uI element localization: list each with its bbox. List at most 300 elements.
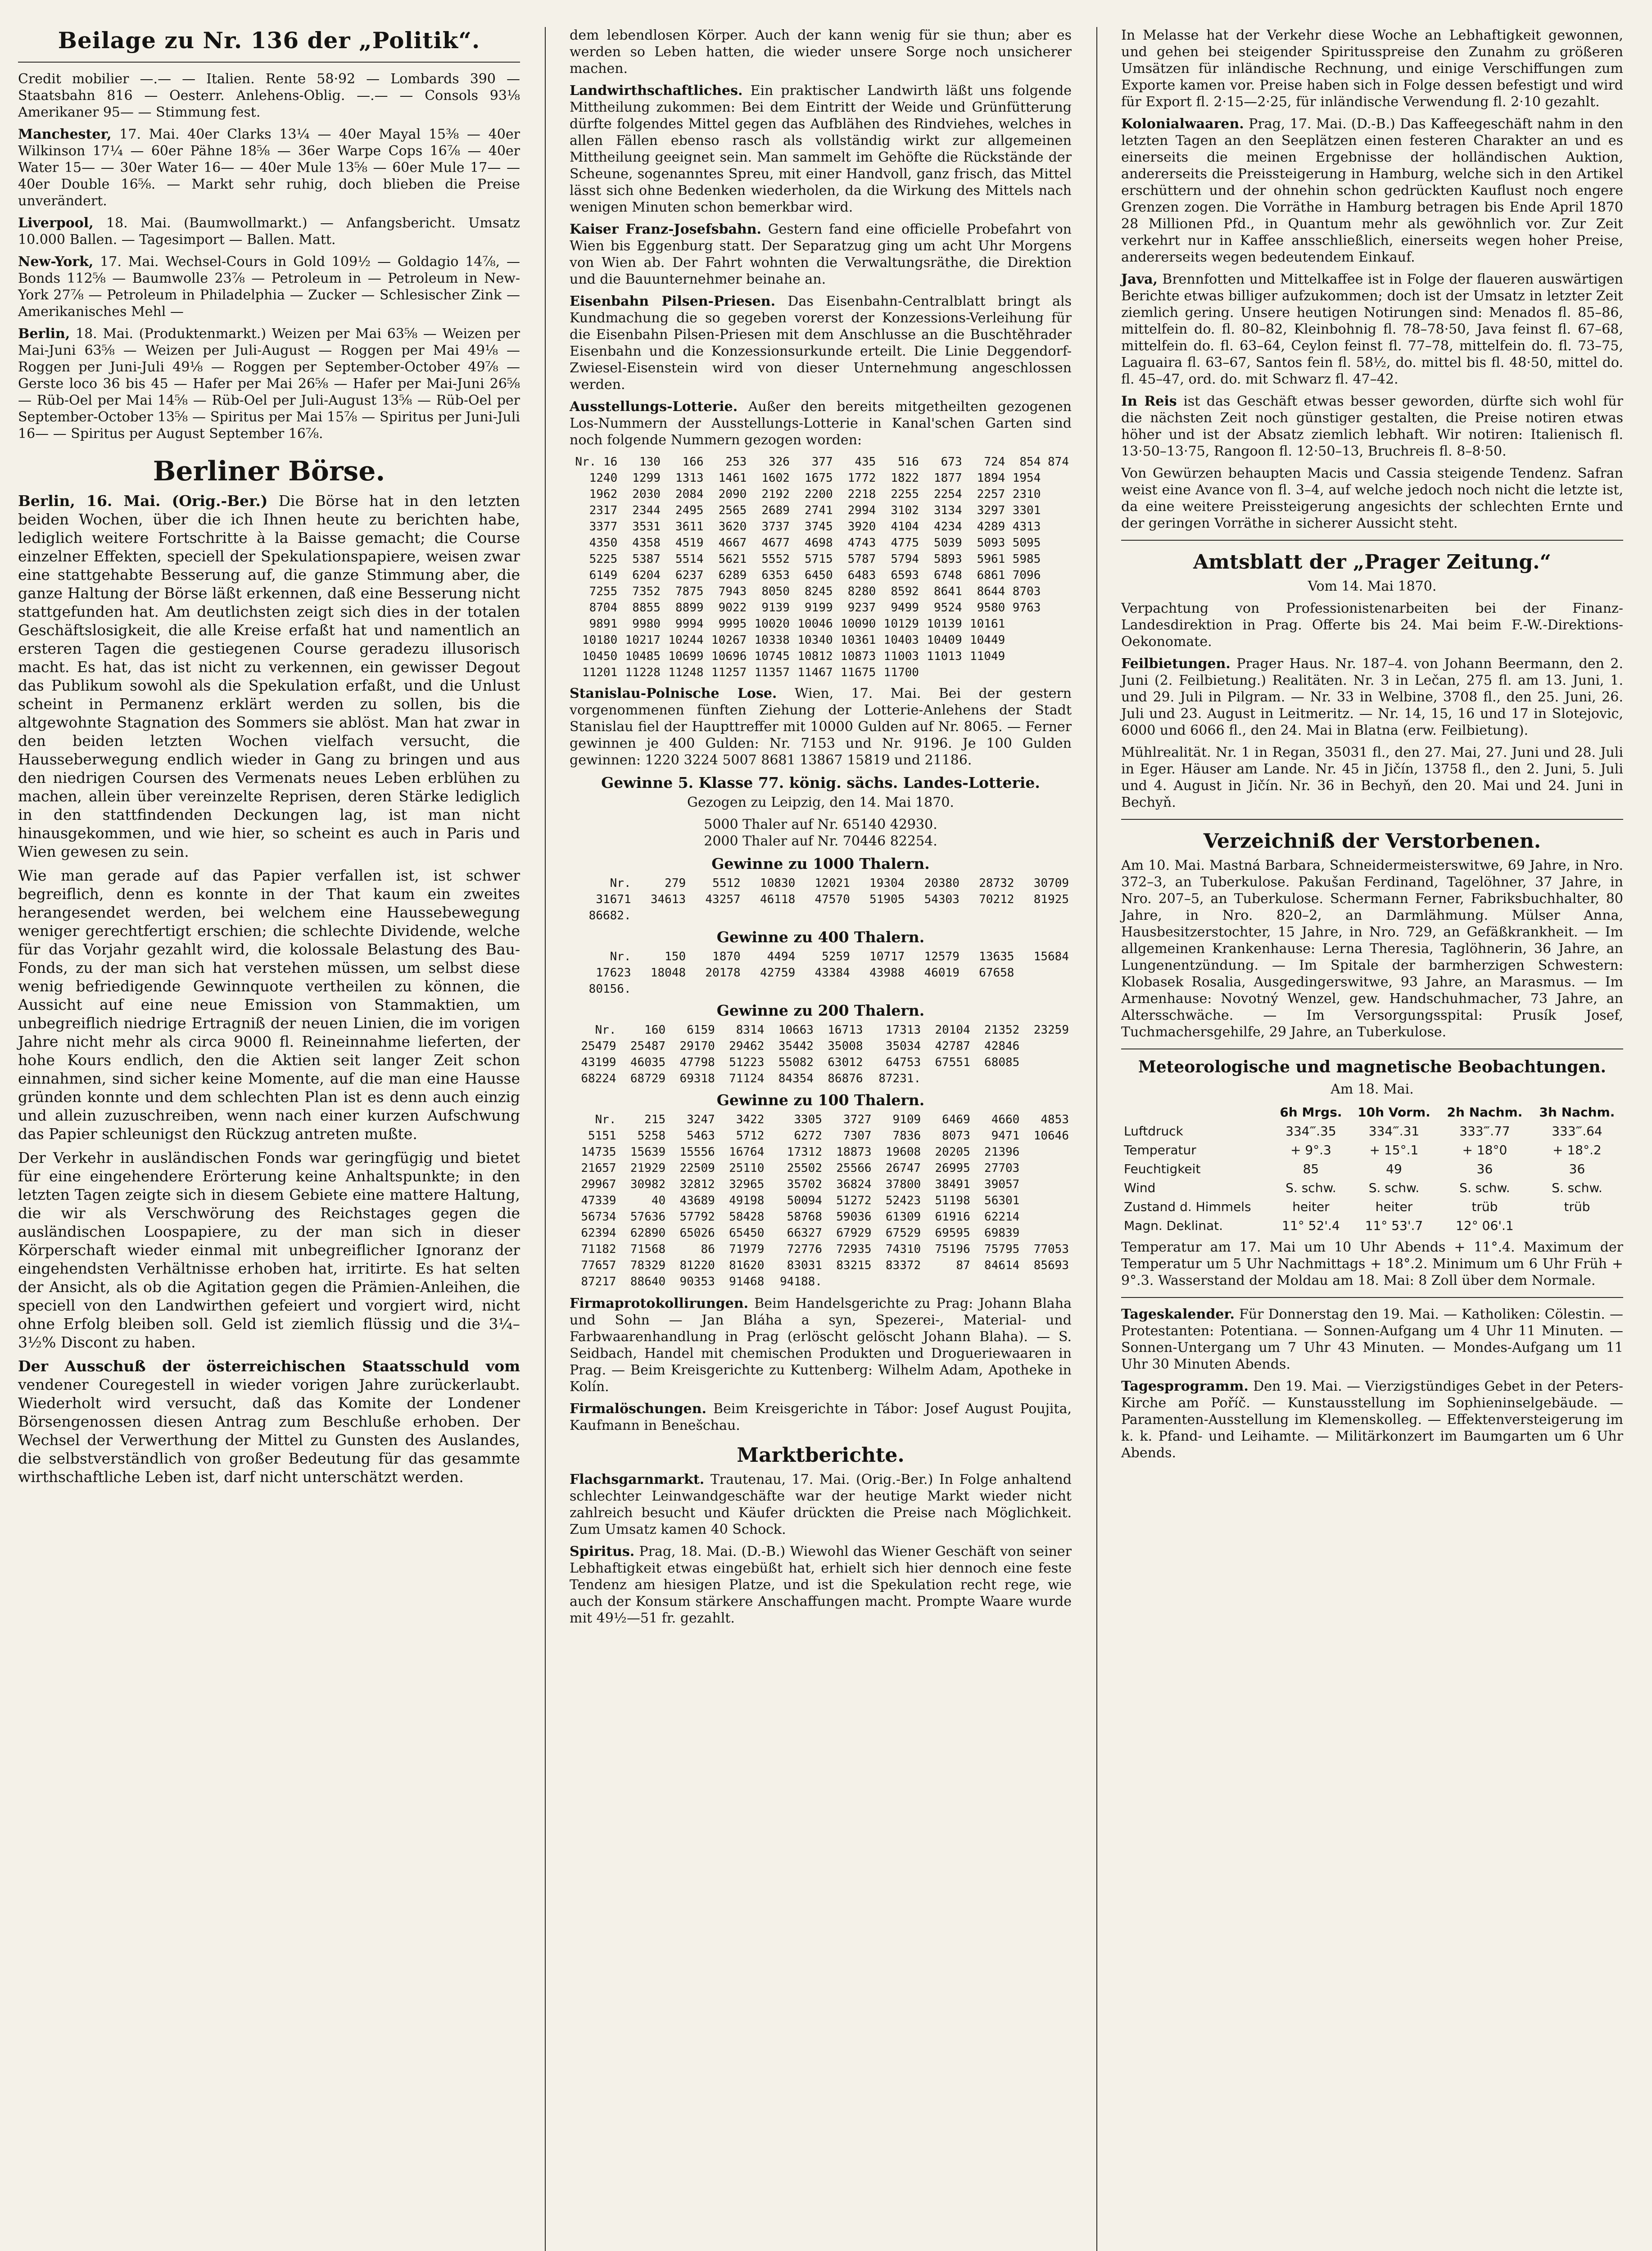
number-cell: 3920 <box>847 520 876 533</box>
weather-value: 36 <box>1569 1162 1585 1176</box>
number-cell: 46118 <box>760 893 796 906</box>
number-cell: 20104 <box>935 1023 970 1037</box>
number-cell: 6237 <box>675 569 704 582</box>
paragraph: In Melasse hat der Verkehr diese Woche an Lebhaftigkeit gewonnen, und gehen bei steigender Spiritusspreise den Zunahm zu größeren Umsätzen für inländische Rechnung, und einige Verschiffungen zum Exporte kamen vor. Preise haben sich in Folge dessen befestigt und wird für Export fl. 2·15—2·25, für inländische Verwendung fl. 2·10 gezahlt. <box>1121 27 1623 110</box>
weather-note: Temperatur am 17. Mai um 10 Uhr Abends + 11°.4. Maximum der Temperatur um 5 Uhr Nachmittags + 18°.2. Minimum um 6 Uhr Früh + 9°.3. Wasserstand der Moldau am 18. Mai: 8 Zoll über dem Normale. <box>1121 1239 1623 1288</box>
number-cell: 2255 <box>891 488 919 501</box>
number-cell: 58428 <box>729 1210 765 1224</box>
number-row <box>570 567 1072 583</box>
number-cell: 1822 <box>891 471 919 485</box>
prize-table <box>570 1022 1072 1087</box>
weather-row <box>1121 1216 1623 1235</box>
number-cell: 6593 <box>891 569 919 582</box>
article-title: In Reis <box>1121 393 1177 409</box>
number-cell: 6204 <box>632 569 661 582</box>
number-cell: 43384 <box>815 966 850 980</box>
paragraph: Beim Kreisgerichte in Tábor: Josef August Poujita, Kaufmann in Benešchau. <box>570 1401 1072 1433</box>
number-cell: 9891 <box>589 617 618 631</box>
market-report <box>18 126 520 209</box>
number-cell: 86682. <box>588 909 631 922</box>
number-cell: 11467 <box>797 666 833 679</box>
number-cell: 71979 <box>729 1243 765 1256</box>
number-cell: 9763 <box>1012 601 1041 615</box>
number-row <box>570 632 1072 648</box>
market-report-title: Marktberichte. <box>737 1444 905 1467</box>
number-cell: 87 <box>956 1259 970 1272</box>
number-cell: 43257 <box>705 893 741 906</box>
number-cell: 32965 <box>729 1178 765 1191</box>
lottery-article <box>570 398 1072 448</box>
number-cell: 6483 <box>847 569 876 582</box>
number-cell: Nr. <box>610 950 631 963</box>
number-cell: 130 <box>639 455 661 469</box>
bourse-title: Berliner Börse. <box>153 456 385 487</box>
number-cell: 16764 <box>729 1145 765 1159</box>
dateline: Berlin, 16. Mai. (Orig.-Ber.) <box>18 492 268 510</box>
number-cell: 25566 <box>836 1162 872 1175</box>
prize-table <box>570 875 1072 924</box>
number-cell: 11675 <box>841 666 876 679</box>
number-cell: 10046 <box>797 617 833 631</box>
number-cell: 10361 <box>841 633 876 647</box>
number-cell: 68224 <box>581 1072 616 1085</box>
number-cell: 38491 <box>935 1178 970 1191</box>
number-cell: 10830 <box>760 877 796 890</box>
number-cell: 19608 <box>885 1145 921 1159</box>
number-cell: 34613 <box>650 893 686 906</box>
gazette-title: Amtsblatt der „Prager Zeitung.“ <box>1193 551 1551 574</box>
column-rule <box>1096 27 1097 2251</box>
number-cell: 5893 <box>934 552 962 566</box>
number-row <box>570 664 1072 681</box>
number-cell: 6450 <box>804 569 833 582</box>
number-cell: 69595 <box>935 1226 970 1240</box>
number-cell: 8314 <box>736 1023 765 1037</box>
prize-group-title: Gewinne zu 100 Thalern. <box>716 1091 925 1109</box>
number-row <box>570 502 1072 519</box>
number-cell: 57792 <box>679 1210 715 1224</box>
number-row <box>570 1128 1072 1144</box>
number-row <box>570 648 1072 664</box>
number-cell: 874 <box>1048 455 1069 469</box>
number-cell: 5093 <box>977 536 1005 550</box>
number-cell: 58768 <box>787 1210 822 1224</box>
number-cell: 83372 <box>885 1259 921 1272</box>
number-cell: 17312 <box>787 1145 822 1159</box>
court-article <box>570 1295 1072 1395</box>
number-cell: 71182 <box>581 1243 616 1256</box>
number-cell: 3102 <box>891 504 919 517</box>
weather-row-label: Feuchtigkeit <box>1124 1162 1201 1176</box>
weather-row-label: Zustand d. Himmels <box>1124 1199 1251 1214</box>
divider <box>1121 819 1623 820</box>
saxon-lottery-date: Gezogen zu Leipzig, den 14. Mai 1870. <box>687 795 954 810</box>
newspaper-page <box>18 27 1634 2251</box>
market-report <box>18 71 520 121</box>
column-3 <box>1121 27 1623 1467</box>
weather-value: S. schw. <box>1459 1180 1510 1195</box>
number-cell: 10696 <box>711 650 747 663</box>
number-cell: 160 <box>644 1023 666 1037</box>
weather-column-header: 6h Mrgs. <box>1280 1105 1342 1120</box>
number-cell: 56734 <box>581 1210 616 1224</box>
rail-article <box>570 221 1072 288</box>
number-cell: 7836 <box>892 1129 921 1143</box>
number-cell: 17313 <box>885 1023 921 1037</box>
paragraph: Den 19. Mai. — Vierzigstündiges Gebet in der Peters-Kirche am Poříč. — Kunstausstellung im Sophieninselgebäude. — Paramenten-Ausstellung im Klemenskolleg. — Effektenversteigerung im k. k. Pfand- und Leihamte. — Militärkonzert im Baumgarten um 6 Uhr Abends. <box>1121 1379 1623 1461</box>
market-report <box>18 215 520 248</box>
number-cell: 10450 <box>582 650 618 663</box>
number-cell: 4358 <box>632 536 661 550</box>
column-2 <box>570 27 1072 1632</box>
number-cell: 11357 <box>754 666 790 679</box>
number-cell: 2310 <box>1012 488 1041 501</box>
number-cell: 1602 <box>761 471 790 485</box>
paragraph: Prag, 17. Mai. (D.-B.) Das Kaffeegeschäft nahm in den letzten Tagen an den Seeplätzen einen festeren Charakter an und es einerseits die meinen Ergebnisse der holländischen Auktion, andererseits die Preissteigerung in Hamburg, welche sich in den Artikel erschüttern und der ohnehin schon gedrückten Kauflust noch engere Grenzen zogen. Die Vorräthe in Hamburg betragen bis Ende April 1870 28 Millionen Pfd., in Quantum mehr als gewöhnlich vor. Zur Zeit verkehrt nur in Kaffee ansschließlich, einerseits wegen hoher Preise, andererseits wegen bedeutendem Einkauf. <box>1121 116 1623 265</box>
number-cell: 6861 <box>977 569 1005 582</box>
number-cell: 11228 <box>625 666 661 679</box>
number-cell: 64753 <box>885 1056 921 1069</box>
paragraph: Mühlrealität. Nr. 1 in Regan, 35031 fl., den 27. Mai, 27. Juni und 28. Juli in Eger. Häuser am Lande. Nr. 45 in Jičín, 13758 fl., den 2. Juni, 5. Juli und 4. August in Jičín. Nr. 36 in Bechyň, den 20. Mai und 24. Juni in Bechyň. <box>1121 745 1623 810</box>
number-cell: 31671 <box>596 893 631 906</box>
number-cell: 81620 <box>729 1259 765 1272</box>
number-cell: 279 <box>665 877 686 890</box>
number-row <box>570 1209 1072 1225</box>
number-cell: 10663 <box>778 1023 814 1037</box>
number-cell: 21657 <box>581 1162 616 1175</box>
number-cell: 15556 <box>679 1145 715 1159</box>
number-cell: 5463 <box>687 1129 715 1143</box>
number-row <box>570 583 1072 600</box>
number-cell: 13635 <box>979 950 1014 963</box>
article-title: Firmaprotokollirungen. <box>570 1296 749 1311</box>
number-cell: 43199 <box>581 1056 616 1069</box>
paragraph: vendener Couregestell in wieder vorigen Jahre zurückerlaubt. Wiederholt wird versucht, daß das Komite der Londener Börsengenossen diesen Antrag zum Beschluße erhoben. Der Wechsel der Verwerthung der Mittel zu Gunsten des Auslandes, die selbstverständlich von großer Bedeutung für das gesammte wirthschaftliche Leben ist, darf nicht unterschätzt werden. <box>18 1376 520 1486</box>
number-cell: 75795 <box>984 1243 1020 1256</box>
number-cell: 67529 <box>885 1226 921 1240</box>
number-cell: 10217 <box>625 633 661 647</box>
weather-value: 334‴.35 <box>1285 1124 1336 1139</box>
lottery-table <box>570 454 1072 681</box>
market-text: 18. Mai. (Produktenmarkt.) Weizen per Mai 63⅝ — Weizen per Mai-Juni 63⅝ — Weizen per Juli-August — Roggen per Mai 49⅛ — Roggen per Juni-Juli 49⅛ — Roggen per September-October 49⅞ — Gerste loco 36 bis 45 — Hafer per Mai 26⅝ — Hafer per Mai-Juni 26⅝ — Rüb-Oel per Mai 14⅝ — Rüb-Oel per Juli-August 13⅝ — Rüb-Oel per September-October 13⅝ — Spiritus per Mai 15⅞ — Spiritus per Juni-Juli 16— — Spiritus per August September 16⅞. <box>18 326 520 442</box>
number-cell: 32812 <box>679 1178 715 1191</box>
paragraph: Prager Haus. Nr. 187–4. von Johann Beermann, den 2. Juni (2. Feilbietung.) Realitäten. Nr. 3 in Lečan, 275 fl. am 13. Juni, 1. und 29. Juli in Pilgram. — Nr. 33 in Welbine, 3708 fl., den 25. Juni, 26. Juli und 23. August in Leitmeritz. — Nr. 14, 15, 16 und 17 in Slotejovic, 6000 und 6066 fl., den 24. Mai in Blatna (erw. Feilbietung). <box>1121 656 1623 738</box>
number-cell: Nr. <box>610 877 631 890</box>
number-cell: 35702 <box>787 1178 822 1191</box>
number-cell: 2317 <box>589 504 618 517</box>
number-cell: 65450 <box>729 1226 765 1240</box>
number-cell: 74310 <box>885 1243 921 1256</box>
number-cell: 12021 <box>815 877 850 890</box>
paragraph: Der Verkehr in ausländischen Fonds war geringfügig und bietet für eine eingehendere Erörterung keine Anhaltspunkte; in den letzten Tagen zeigte sich in diesem Gebiete eine mattere Haltung, die wir als Verschwörung des Reichstages gegen die ausländischen Loospapiere, zu der man sich in dieser Körperschaft wieder einmal mit unbegreiflicher Ignoranz der eingehendsten Verhältnisse erhoben hat, irritirte. Es hat selten der Ansicht, als ob die Agitation gegen die Prämien-Anleihen, die speciell von den Landwirthen gefeiert und vorgiert wird, nicht ohne Erfolg bleiben soll. Geld ist ziemlich flüssig und die 3¼–3½% Discont zu haben. <box>18 1149 520 1351</box>
market-text: 17. Mai. Wechsel-Cours in Gold 109½ — Goldagio 14⅞, — Bonds 112⅝ — Baumwolle 23⅞ — Petroleum in — Petroleum in New-York 27⅞ — Petroleum in Philadelphia — Zucker — Schlesischer Zink — Amerikanisches Mehl — <box>18 254 520 320</box>
number-cell: 3247 <box>687 1113 715 1126</box>
weather-value: 49 <box>1386 1162 1402 1176</box>
number-cell: 4660 <box>991 1113 1020 1126</box>
number-cell: 83031 <box>787 1259 822 1272</box>
number-cell: 4743 <box>847 536 876 550</box>
number-cell: 25502 <box>787 1162 822 1175</box>
number-cell: 5259 <box>822 950 850 963</box>
number-cell: 10340 <box>797 633 833 647</box>
market-text: 18. Mai. (Baumwollmarkt.) — Anfangsbericht. Umsatz 10.000 Ballen. — Tagesimport — Ballen. Matt. <box>18 215 520 248</box>
weather-row <box>1121 1179 1623 1198</box>
number-cell: 1772 <box>847 471 876 485</box>
weather-value: 333‴.64 <box>1552 1124 1602 1139</box>
number-cell: 2495 <box>675 504 704 517</box>
number-cell: 3727 <box>843 1113 872 1126</box>
number-cell: 150 <box>665 950 686 963</box>
number-cell: 68085 <box>984 1056 1020 1069</box>
number-cell: 516 <box>897 455 919 469</box>
number-cell: 1461 <box>718 471 747 485</box>
number-cell: 35034 <box>885 1040 921 1053</box>
number-cell: 673 <box>941 455 962 469</box>
weather-column-header <box>1121 1103 1272 1122</box>
weather-row-label: Wind <box>1124 1180 1156 1195</box>
number-cell: 29967 <box>581 1178 616 1191</box>
number-cell: 1240 <box>589 471 618 485</box>
article-title: Kaiser Franz-Josefsbahn. <box>570 221 762 237</box>
number-cell: 8644 <box>977 585 1005 598</box>
number-cell: 66327 <box>787 1226 822 1240</box>
number-cell: 26747 <box>885 1162 921 1175</box>
number-cell: 46019 <box>924 966 960 980</box>
auction-article <box>1121 655 1623 739</box>
flax-article <box>570 1471 1072 1538</box>
number-cell: 27703 <box>984 1162 1020 1175</box>
number-cell: 435 <box>855 455 876 469</box>
number-cell: 72776 <box>787 1243 822 1256</box>
number-cell: 6353 <box>761 569 790 582</box>
number-cell: 77657 <box>581 1259 616 1272</box>
number-row <box>570 1274 1072 1290</box>
number-cell: 10646 <box>1033 1129 1069 1143</box>
number-cell: 81925 <box>1033 893 1069 906</box>
weather-title: Meteorologische und magnetische Beobachtungen. <box>1138 1058 1607 1076</box>
number-cell: 5715 <box>804 552 833 566</box>
number-cell: 7255 <box>589 585 618 598</box>
number-cell: 10139 <box>927 617 962 631</box>
number-cell: 7096 <box>1012 569 1041 582</box>
number-cell: 68729 <box>630 1072 666 1085</box>
number-row <box>570 1160 1072 1176</box>
number-cell: 7352 <box>632 585 661 598</box>
number-cell: 1313 <box>675 471 704 485</box>
number-cell: 62394 <box>581 1226 616 1240</box>
number-cell: 61309 <box>885 1210 921 1224</box>
number-cell: 57636 <box>630 1210 666 1224</box>
number-cell: 4494 <box>767 950 796 963</box>
number-cell: 5985 <box>1012 552 1041 566</box>
article-title: Spiritus. <box>570 1544 635 1559</box>
number-cell: 5039 <box>934 536 962 550</box>
number-cell: 28732 <box>979 877 1014 890</box>
firm-article <box>570 1401 1072 1434</box>
paragraph: ist das Geschäft etwas besser geworden, dürfte sich wohl für die nächsten Zeit noch günstiger gestalten, die Preise notiren etwas höher und ist der Absatz ziemlich lebhaft. Wir notiren: Italienisch fl. 13·50–13·75, Rangoon fl. 12·50–13, Bruchreis fl. 8–8·50. <box>1121 393 1623 459</box>
weather-value <box>1531 1216 1623 1235</box>
number-cell: 4853 <box>1041 1113 1069 1126</box>
number-cell: 16713 <box>828 1023 863 1037</box>
weather-row <box>1121 1141 1623 1160</box>
paragraph: Außer den bereits mitgetheilten gezogenen Los-Nummern der Ausstellungs-Lotterie in Kanal'schen Garten sind noch folgende Nummern gezogen worden: <box>570 399 1072 448</box>
number-cell: 25479 <box>581 1040 616 1053</box>
divider <box>1121 540 1623 541</box>
weather-value: heiter <box>1292 1199 1330 1214</box>
prize-group-title: Gewinne zu 1000 Thalern. <box>711 855 930 872</box>
number-cell: 4698 <box>804 536 833 550</box>
market-report <box>18 325 520 442</box>
number-cell: 2192 <box>761 488 790 501</box>
number-cell: 3620 <box>718 520 747 533</box>
number-row <box>570 454 1072 470</box>
number-cell: 40 <box>651 1194 666 1207</box>
number-row <box>570 1241 1072 1257</box>
number-cell: 5621 <box>718 552 747 566</box>
number-cell: 10449 <box>970 633 1005 647</box>
number-cell: 84614 <box>984 1259 1020 1272</box>
number-cell: 4313 <box>1012 520 1041 533</box>
weather-value: trüb <box>1564 1199 1590 1214</box>
number-cell: 81220 <box>679 1259 715 1272</box>
number-cell: 9980 <box>632 617 661 631</box>
deaths-title: Verzeichniß der Verstorbenen. <box>1203 830 1541 853</box>
number-row <box>570 1038 1072 1054</box>
number-row <box>570 908 1072 924</box>
number-cell: 10812 <box>797 650 833 663</box>
pilsen-article <box>570 293 1072 393</box>
article-title: Java, <box>1121 271 1158 287</box>
number-cell: 8245 <box>804 585 833 598</box>
market-title: New-York, <box>18 254 94 270</box>
number-cell: 51272 <box>836 1194 872 1207</box>
number-cell: 25487 <box>630 1040 666 1053</box>
number-cell: 8641 <box>934 585 962 598</box>
colonial-article <box>1121 116 1623 266</box>
number-row <box>570 535 1072 551</box>
number-cell: 2254 <box>934 488 962 501</box>
number-cell: 2994 <box>847 504 876 517</box>
number-cell: 3134 <box>934 504 962 517</box>
number-cell: 87231. <box>878 1072 921 1085</box>
weather-value: 11° 52'.4 <box>1282 1218 1340 1233</box>
paragraph: Beim Handelsgerichte zu Prag: Johann Blaha und Sohn — Jan Bláha a syn, Spezerei-, Material- und Farbwaarenhandlung in Prag (erlöscht gelöscht Johann Blaha). — S. Seidbach, Handel mit chemischen Produkten und Drogueriewaaren in Prag. — Beim Kreisgerichte zu Kuttenberg: Wilhelm Adam, Apotheke in Kolín. <box>570 1296 1072 1395</box>
number-cell: 56301 <box>984 1194 1020 1207</box>
number-cell: 9237 <box>847 601 876 615</box>
number-cell: 5712 <box>736 1129 765 1143</box>
number-cell: 7307 <box>843 1129 872 1143</box>
paragraph: Für Donnerstag den 19. Mai. — Katholiken: Cölestin. — Protestanten: Potentiana. — Sonnen-Aufgang um 4 Uhr 11 Minuten. — Sonnen-Untergang um 7 Uhr 43 Minuten. — Mondes-Aufgang um 11 Uhr 30 Minuten Abends. <box>1121 1306 1623 1372</box>
weather-value: + 18°0 <box>1462 1143 1507 1157</box>
number-cell: 90353 <box>679 1275 715 1288</box>
paragraph: Von Gewürzen behaupten Macis und Cassia steigende Tendenz. Safran weist eine Avance von fl. 3–4, auf welche jedoch noch nicht die letzte ist, da eine weitere Preissteigerung angesichts der schlechten Ernte und der geringen Vorräthe in sicherer Aussicht steht. <box>1121 466 1623 531</box>
number-cell: 5225 <box>589 552 618 566</box>
number-cell: 42846 <box>984 1040 1020 1053</box>
number-cell: 10090 <box>841 617 876 631</box>
number-cell: 215 <box>644 1113 666 1126</box>
weather-value: 12° 06'.1 <box>1456 1218 1514 1233</box>
number-cell: 39057 <box>984 1178 1020 1191</box>
weather-value: S. schw. <box>1552 1180 1602 1195</box>
number-cell: 10161 <box>970 617 1005 631</box>
weather-value: S. schw. <box>1285 1180 1336 1195</box>
number-cell: 43988 <box>869 966 905 980</box>
number-cell: Nr. <box>595 1023 616 1037</box>
number-cell: 42759 <box>760 966 796 980</box>
number-cell: 3377 <box>589 520 618 533</box>
number-cell: 86 <box>701 1243 715 1256</box>
number-cell: 11700 <box>883 666 919 679</box>
paragraph: Ein praktischer Landwirth läßt uns folgende Mittheilung zukommen: Bei dem Eintritt der Weide und Grünfütterung dürfte folgendes Mittel gegen das Aufblähen des Rindviehes, welches in allen Fällen ebenso rasch als vollständig wirkt zur allgemeinen Mittheilung geeignet sein. Man sammelt im Gehöfte die Rückstände der Scheune, sogenanntes Spreu, mit einer Handvoll, ganz frisch, das Mittel lässt sich ohne Bedenken wiederholen, da die Wirkung des Mittels nach wenigen Minuten schon bemerkbar wird. <box>570 83 1072 215</box>
number-row <box>570 1054 1072 1071</box>
number-row <box>570 1193 1072 1209</box>
number-cell: 25110 <box>729 1162 765 1175</box>
number-cell: 69839 <box>984 1226 1020 1240</box>
number-cell: 1962 <box>589 488 618 501</box>
market-report <box>18 253 520 320</box>
article-title: Feilbietungen. <box>1121 656 1231 672</box>
number-cell: 47570 <box>815 893 850 906</box>
weather-value: + 18°.2 <box>1552 1143 1602 1157</box>
number-cell: 2200 <box>804 488 833 501</box>
weather-value: heiter <box>1375 1199 1413 1214</box>
paragraph: Gestern fand eine officielle Probefahrt von Wien bis Eggenburg statt. Der Separatzug ging um acht Uhr Morgens von Wien ab. Der Fahrt wohnten die Verwaltungsräthe, die Direktion und die Bauunternehmer beinahe an. <box>570 221 1072 287</box>
gazette-date: Vom 14. Mai 1870. <box>1308 579 1437 594</box>
weather-table <box>1121 1103 1623 1235</box>
number-cell: 85693 <box>1033 1259 1069 1272</box>
bourse-article <box>18 492 520 861</box>
number-cell: 3745 <box>804 520 833 533</box>
number-cell: 71124 <box>729 1072 765 1085</box>
number-cell: 20178 <box>705 966 741 980</box>
number-cell: 69318 <box>679 1072 715 1085</box>
number-row <box>570 519 1072 535</box>
article-title: Tageskalender. <box>1121 1306 1235 1322</box>
number-cell: 51905 <box>869 893 905 906</box>
weather-value: + 15°.1 <box>1369 1143 1419 1157</box>
number-cell: 5258 <box>637 1129 666 1143</box>
weather-value: S. schw. <box>1368 1180 1420 1195</box>
number-cell: 10717 <box>869 950 905 963</box>
number-cell: 63012 <box>828 1056 863 1069</box>
number-cell: 9109 <box>892 1113 921 1126</box>
number-cell: 9580 <box>977 601 1005 615</box>
article-title: Ausstellungs-Lotterie. <box>570 399 738 415</box>
number-row <box>570 551 1072 567</box>
number-cell: 724 <box>984 455 1005 469</box>
weather-value: 36 <box>1476 1162 1493 1176</box>
number-cell: 51198 <box>935 1194 970 1207</box>
number-cell: 46035 <box>630 1056 666 1069</box>
paragraph: Am 10. Mai. Mastná Barbara, Schneidermeisterswitwe, 69 Jahre, in Nro. 372–3, an Tuberkulose. Pakušan Ferdinand, Tagelöhner, 37 Jahre, in Nro. 207–5, an Tuberkulose. Schermann Ferner, Fabriksbuchhalter, 80 Jahre, in Nro. 820–2, an Darmlähmung. Mülser Anna, Hausbesitzerstochter, 15 Jahre, in Nro. 729, an Gefäßkrankheit. — Im allgemeinen Krankenhause: Lerna Theresia, Taglöhnerin, 36 Jahre, an Lungenentzündung. — Im Spitale der barmherzigen Schwestern: Klobasek Rosalia, Ausgedingerswitwe, 93 Jahre, an Marasmus. — Im Armenhause: Novotný Wenzel, gew. Handschuhmacher, 73 Jahre, an Altersschwäche. — Im Versorgungsspital: Prusík Josef, Tuchmachersgehilfe, 29 Jahre, an Tuberkulose. <box>1121 858 1623 1040</box>
number-cell: 11201 <box>582 666 618 679</box>
number-cell: 5794 <box>891 552 919 566</box>
number-cell: 9499 <box>891 601 919 615</box>
number-row <box>570 616 1072 632</box>
stanislau-article <box>570 685 1072 768</box>
number-cell: 3422 <box>736 1113 765 1126</box>
number-cell: 4234 <box>934 520 962 533</box>
article-title: Landwirthschaftliches. <box>570 83 743 99</box>
number-cell: 4775 <box>891 536 919 550</box>
saxon-main-prize: 2000 Thaler auf Nr. 70446 82254. <box>704 833 937 849</box>
number-cell: 11257 <box>711 666 747 679</box>
number-cell: 70212 <box>979 893 1014 906</box>
number-cell: 10020 <box>754 617 790 631</box>
prize-table <box>570 1112 1072 1290</box>
number-row <box>570 486 1072 502</box>
number-cell: 67551 <box>935 1056 970 1069</box>
